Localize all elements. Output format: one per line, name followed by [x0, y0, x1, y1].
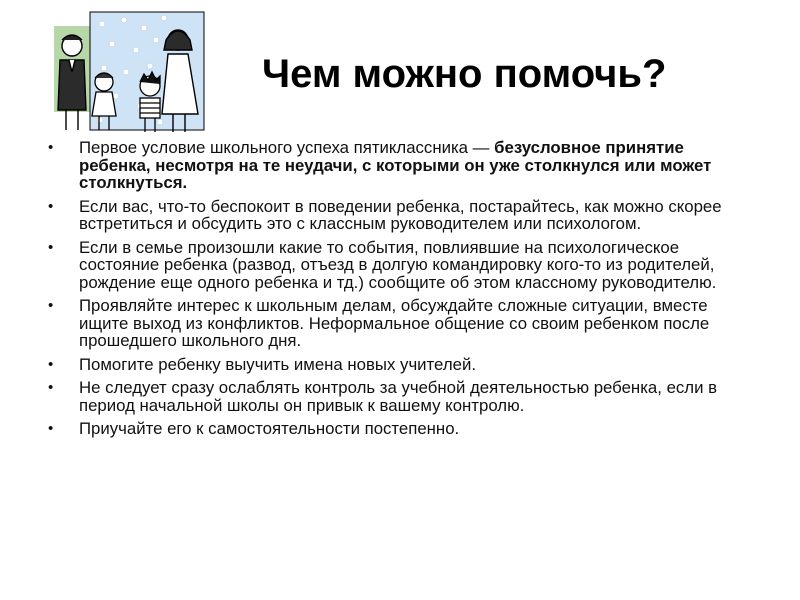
bullet-dot: • — [48, 297, 54, 314]
bullet-item — [48, 356, 748, 374]
bullet-list — [48, 139, 748, 444]
bullet-text: Если в семье произошли какие то события, повлиявшие на психологическое состояние ребенка (развод, отъезд в долгую командировку кого-то из родителей, рождение еще одного ребенка и тд.) сообщите об этом классному руководителю. — [79, 237, 717, 292]
bullet-item — [48, 297, 748, 350]
bullet-text: Если вас, что-то беспокоит в поведении ребенка, постарайтесь, как можно скорее встретиться и обсудить это с классным руководителем или психологом. — [79, 196, 722, 233]
bullet-item — [48, 239, 748, 292]
bullet-text: Помогите ребенку выучить имена новых учителей. — [79, 354, 476, 374]
bullet-text: Приучайте его к самостоятельности постепенно. — [79, 419, 460, 438]
bullet-dot: • — [48, 238, 54, 256]
bullet-dot: • — [48, 420, 54, 437]
bullet-item — [48, 139, 748, 192]
bullet-dot: • — [48, 139, 54, 156]
bullet-text: Проявляйте интерес к школьным делам, обсуждайте сложные ситуации, вместе ищите выход из конфликтов. Неформальное общение со своим ребенком после прошедшего школьного дня. — [79, 296, 710, 350]
family-clipart — [52, 10, 208, 136]
clipart-father — [58, 35, 86, 130]
bullet-dot: • — [48, 197, 54, 215]
bullet-item — [48, 198, 748, 233]
bullet-dot: • — [48, 355, 54, 373]
bullet-text: Первое условие школьного успеха пятиклассника — — [79, 138, 495, 157]
slide-title: Чем можно помочь? — [262, 52, 667, 96]
bullet-item — [48, 420, 748, 438]
bullet-bold-text: безусловное принятие ребенка, несмотря на те неудачи, с которыми он уже столкнулся или может столкнуться. — [79, 138, 712, 192]
bullet-dot: • — [48, 379, 54, 396]
bullet-text: Не следует сразу ослаблять контроль за учебной деятельностью ребенка, если в период начальной школы он привык к вашему контролю. — [79, 378, 718, 415]
bullet-item — [48, 379, 748, 414]
